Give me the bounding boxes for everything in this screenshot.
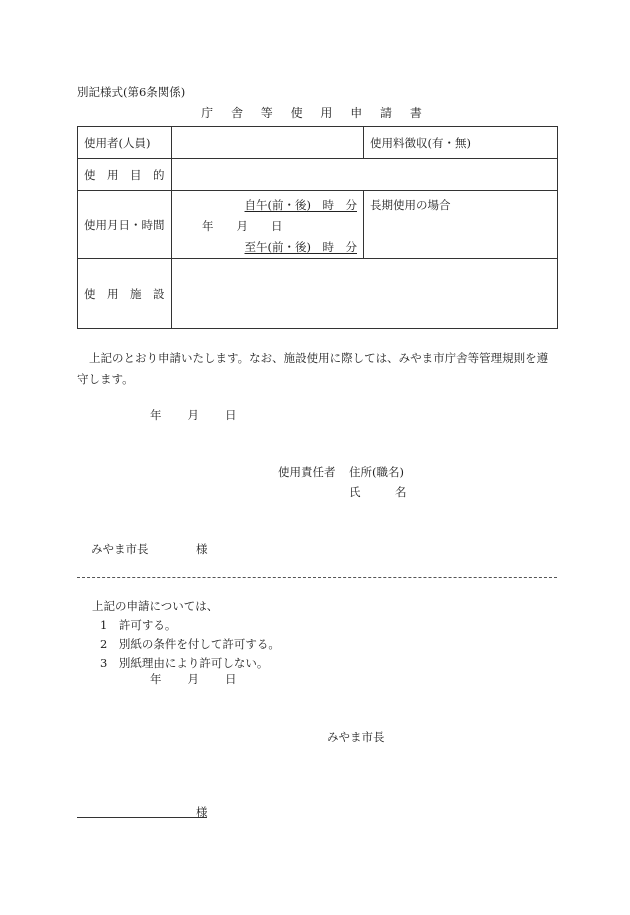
purpose-label: 使 用 目 的 [78,159,172,191]
to-time-label: 至午(前・後) 時 分 [244,240,357,254]
addressee-honorific: 様 [196,542,208,556]
purpose-field[interactable] [172,159,558,191]
addressee-name: みやま市長 [91,542,149,556]
user-label: 使用者(人員) [78,127,172,159]
mayor-signature: みやま市長 [327,730,385,744]
option-reject: 3 別紙理由により許可しない。 [100,656,269,670]
long-term-label: 長期使用の場合 [364,191,558,259]
application-statement: 上記のとおり申請いたします。なお、施設使用に際しては、みやま市庁舎等管理規則を遵守します。 [77,351,549,386]
option-approve: 1 許可する。 [100,618,177,632]
date-month: 月 [187,408,199,422]
form-label: 別記様式(第6条関係) [77,85,186,99]
table-row [78,127,558,159]
datetime-label: 使用月日・時間 [78,191,172,259]
facility-label: 使 用 施 設 [78,259,172,329]
from-time-label: 自午(前・後) 時 分 [244,198,357,212]
facility-field[interactable] [172,259,558,329]
datetime-field[interactable] [172,191,364,259]
table-row [78,159,558,191]
date-year: 年 [150,408,162,422]
cut-line-divider [77,577,557,578]
applicant-title: 使用責任者 [278,465,336,479]
decision-date [150,671,237,687]
application-table [77,126,558,329]
date-month: 月 [187,672,199,686]
address-label: 住所(職名) [349,465,404,479]
recipient-line[interactable] [77,817,207,818]
user-field[interactable] [172,127,364,159]
result-intro: 上記の申請については、 [92,599,219,613]
date-day: 日 [225,672,237,686]
recipient-honorific: 様 [196,805,208,819]
fee-label: 使用料徴収(有・無) [364,127,558,159]
date-day: 日 [225,408,237,422]
application-date [150,407,237,423]
date-year: 年 [150,672,162,686]
table-row [78,191,558,259]
option-conditional: 2 別紙の条件を付して許可する。 [100,637,280,651]
document-title: 庁 舎 等 使 用 申 請 書 [201,106,429,120]
date-label: 年 月 日 [202,219,283,233]
name-label: 氏 名 [349,485,407,499]
table-row [78,259,558,329]
